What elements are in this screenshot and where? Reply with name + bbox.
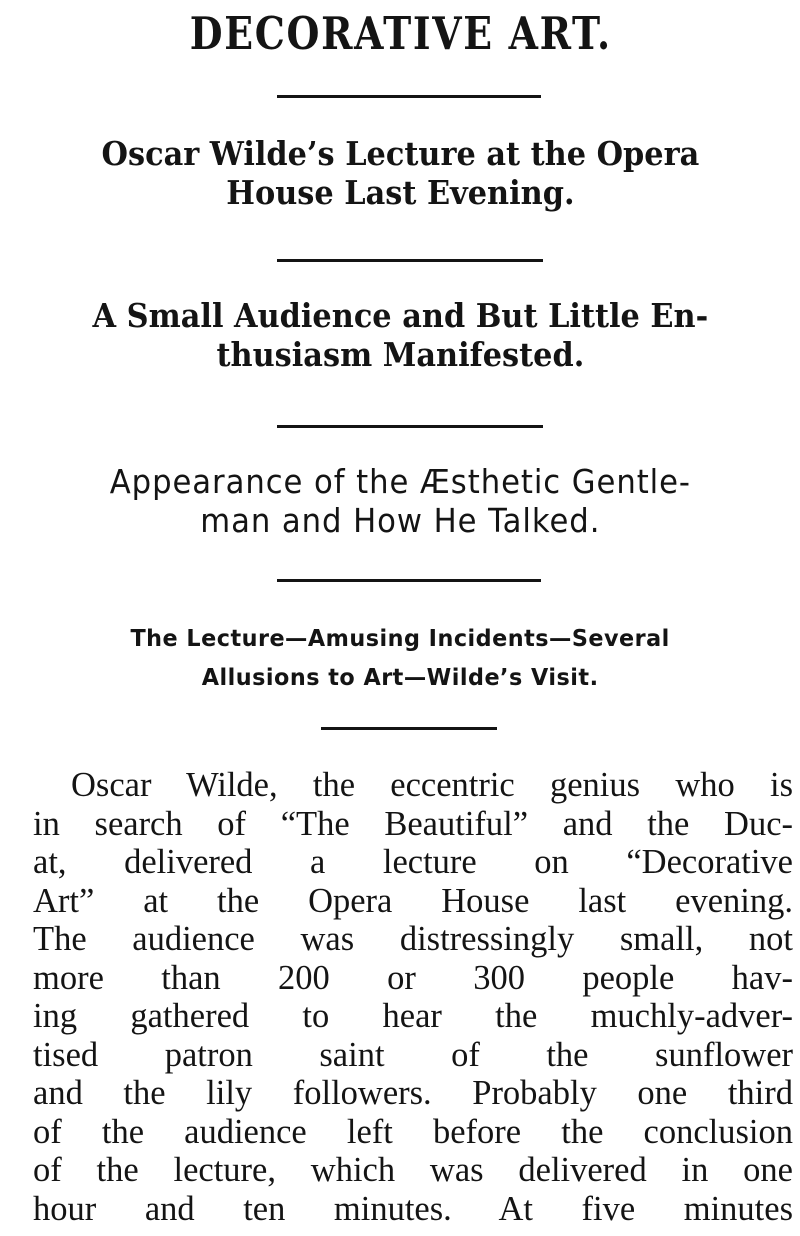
deck-4-line-2: Allusions to Art—Wilde’s Visit. xyxy=(201,664,599,691)
headline-rule-2 xyxy=(277,259,543,262)
body-line-10: of the audience left before the conclusion xyxy=(33,1112,793,1151)
masthead-headline: DECORATIVE ART. xyxy=(189,7,612,60)
deck-2 xyxy=(32,292,768,374)
article-body xyxy=(33,766,793,1228)
headline-rule-1 xyxy=(277,95,541,98)
deck-1-line-1: Oscar Wilde’s Lecture at the Opera xyxy=(101,134,700,173)
headline-rule-3 xyxy=(277,425,543,428)
deck-4-line-1: The Lecture—Amusing Incidents—Several xyxy=(130,626,670,652)
deck-4 xyxy=(12,618,788,695)
body-line-1: Oscar Wilde, the eccentric genius who is xyxy=(71,766,793,804)
body-line-12: hour and ten minutes. At five minutes xyxy=(33,1189,793,1228)
body-line-8: tised patron saint of the sunflower xyxy=(33,1035,793,1074)
body-line-2: in search of “The Beautiful” and the Duc- xyxy=(33,804,793,843)
deck-2-line-1: A Small Audience and But Little En- xyxy=(92,296,709,335)
body-line-9: and the lily followers. Probably one third xyxy=(33,1074,793,1112)
deck-1 xyxy=(32,130,768,212)
deck-1-line-2: House Last Evening. xyxy=(226,172,575,212)
deck-2-line-2: thusiasm Manifested. xyxy=(216,334,585,374)
body-line-3: at, delivered a lecture on “Decorative xyxy=(33,843,793,881)
headline-rule-5 xyxy=(321,727,497,730)
deck-3-line-1: Appearance of the Æsthetic Gentle- xyxy=(109,462,691,501)
deck-3 xyxy=(28,458,772,540)
body-line-5: The audience was distressingly small, not xyxy=(33,920,793,958)
headline-rule-4 xyxy=(277,579,541,582)
body-line-11: of the lecture, which was delivered in one xyxy=(33,1151,793,1189)
body-line-6: more than 200 or 300 people hav- xyxy=(33,958,793,997)
deck-3-line-2: man and How He Talked. xyxy=(200,500,601,540)
body-line-4: Art” at the Opera House last evening. xyxy=(33,881,793,920)
body-line-7: ing gathered to hear the muchly-adver- xyxy=(33,997,793,1035)
